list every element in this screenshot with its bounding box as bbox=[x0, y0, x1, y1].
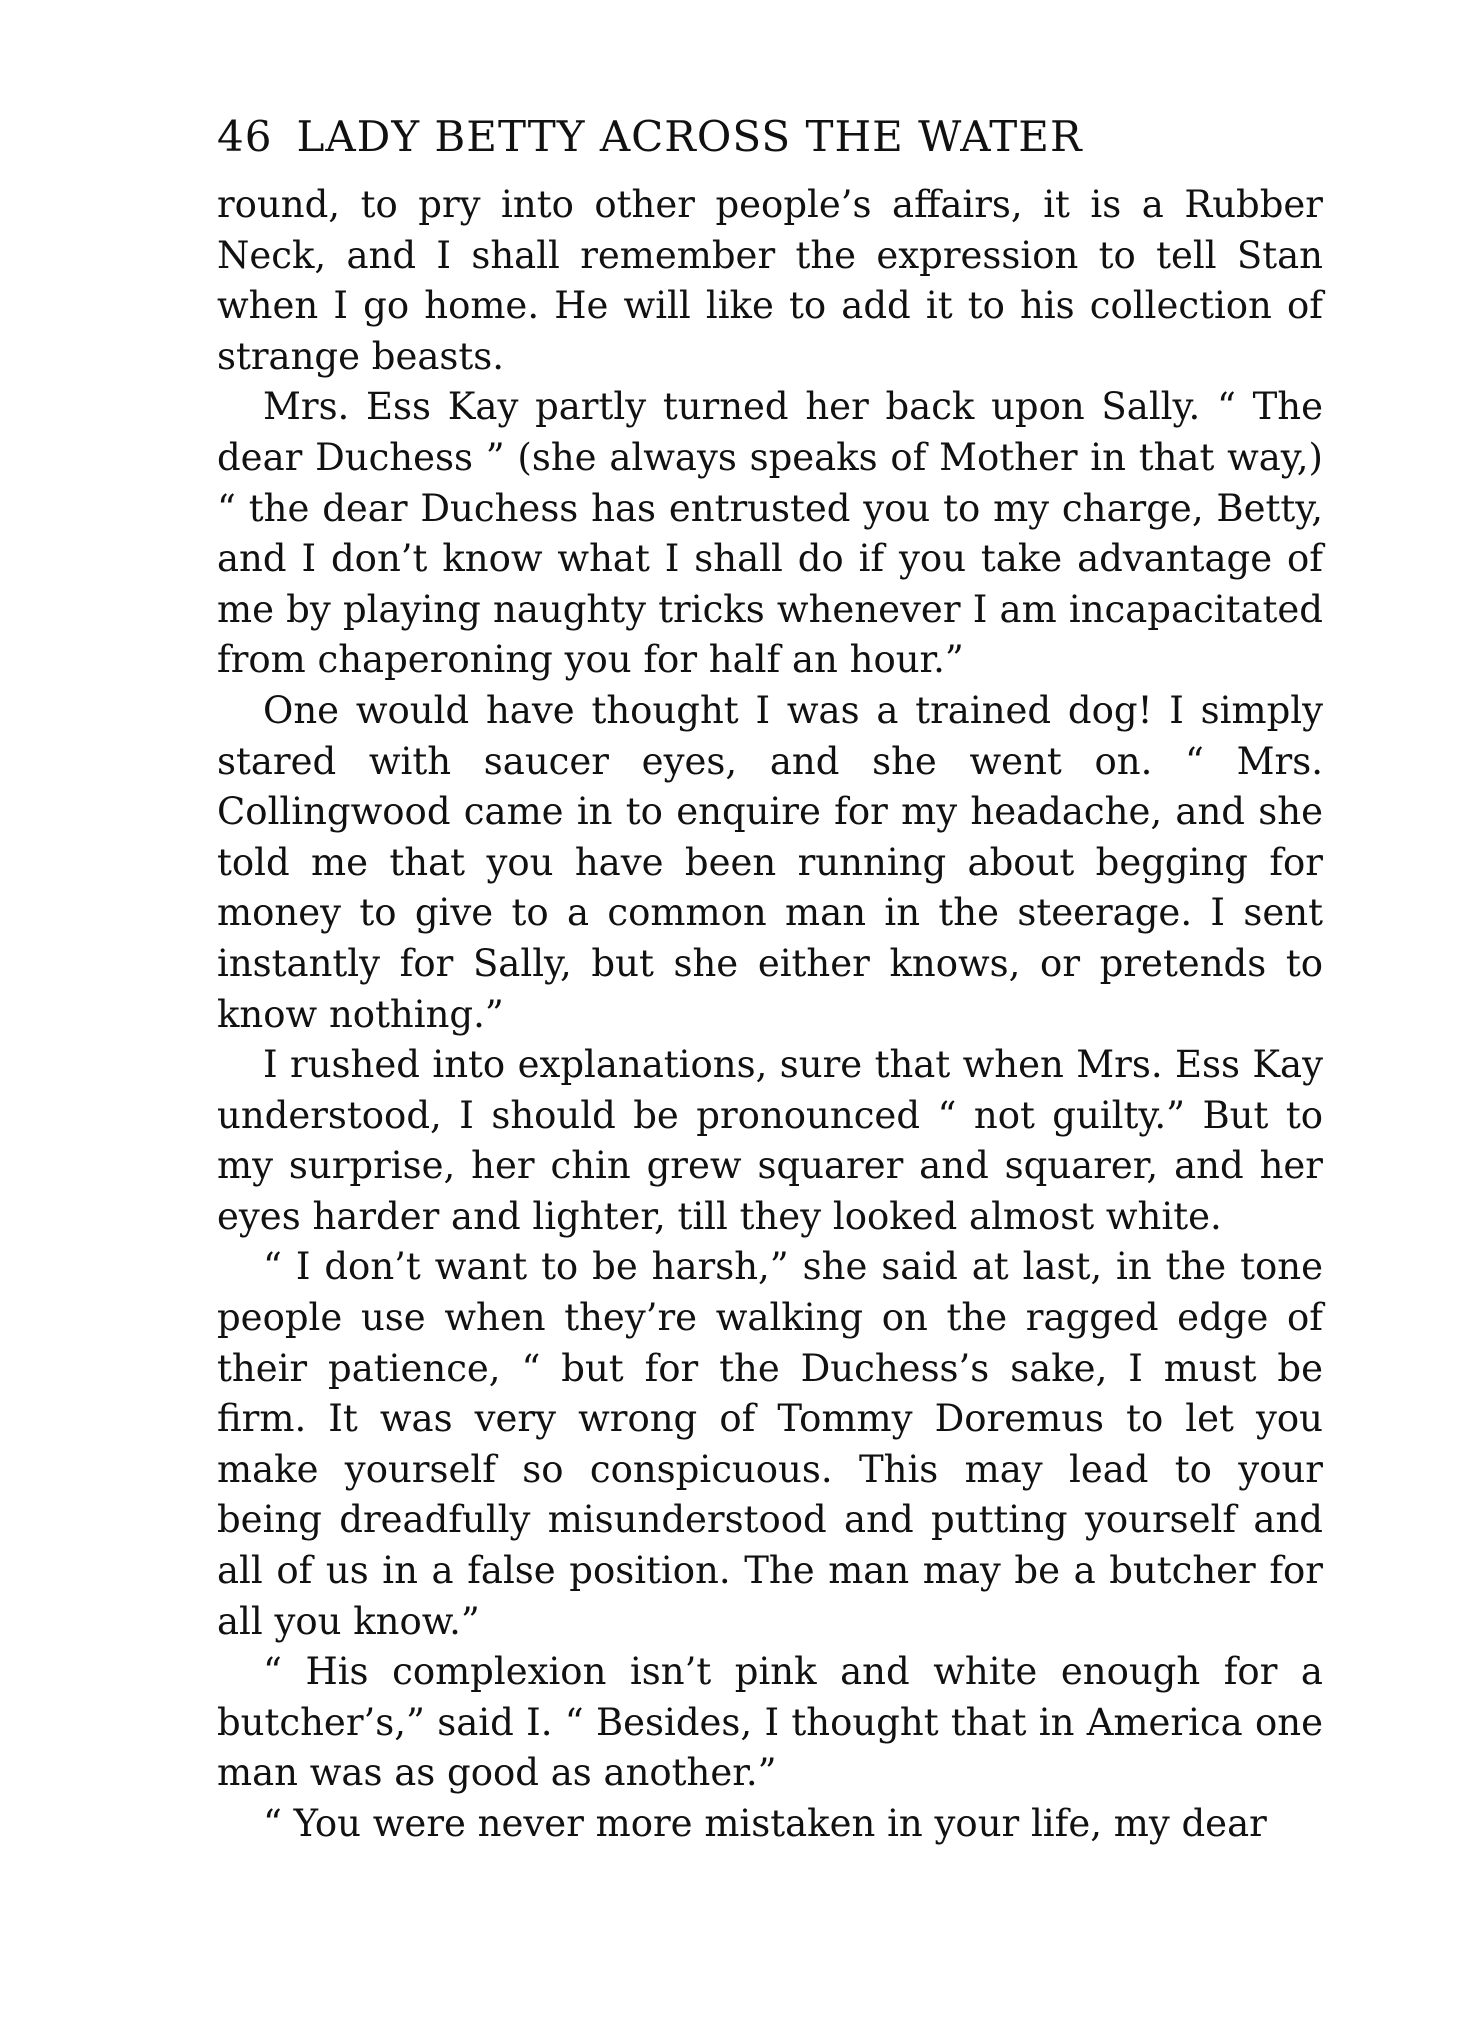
page-number: 46 bbox=[217, 112, 273, 161]
paragraph: “ I don’t want to be harsh,” she said at last, in the tone people use when they’re walking on the ragged edge of their patience, “ but for the Duchess’s sake, I must be firm. It was very wrong of Tommy Doremus to let you make yourself so conspicuous. This may lead to your being dreadfully misunderstood and putting yourself and all of us in a false position. The man may be a butcher for all you know.” bbox=[217, 1245, 1323, 1643]
paragraph: One would have thought I was a trained dog! I simply stared with saucer eyes, and she went on. “ Mrs. Collingwood came in to enquire for my headache, and she told me that you have been running about begging for money to give to a common man in the steerage. I sent instantly for Sally, but she either knows, or pretends to know nothing.” bbox=[217, 688, 1323, 1036]
paragraph: I rushed into explanations, sure that when Mrs. Ess Kay understood, I should be pronounced “ not guilty.” But to my surprise, her chin grew squarer and squarer, and her eyes harder and lighter, till they looked almost white. bbox=[217, 1043, 1323, 1238]
paragraph: “ His complexion isn’t pink and white enough for a butcher’s,” said I. “ Besides, I thought that in America one man was as good as another.” bbox=[217, 1650, 1323, 1795]
running-header bbox=[217, 112, 1317, 161]
paragraph: “ You were never more mistaken in your life, my dear bbox=[263, 1802, 1267, 1845]
paragraph: round, to pry into other people’s affairs, it is a Rubber Neck, and I shall remember the expression to tell Stan when I go home. He will like to add it to his collection of strange beasts. bbox=[217, 183, 1323, 378]
body-text bbox=[217, 180, 1323, 1850]
paragraph: Mrs. Ess Kay partly turned her back upon Sally. “ The dear Duchess ” (she always speaks of Mother in that way,) “ the dear Duchess has entrusted you to my charge, Betty, and I don’t know what I shall do if you take advantage of me by playing naughty tricks whenever I am incapacitated from chaperoning you for half an hour.” bbox=[217, 385, 1323, 682]
running-title: LADY BETTY ACROSS THE WATER bbox=[296, 112, 1083, 161]
